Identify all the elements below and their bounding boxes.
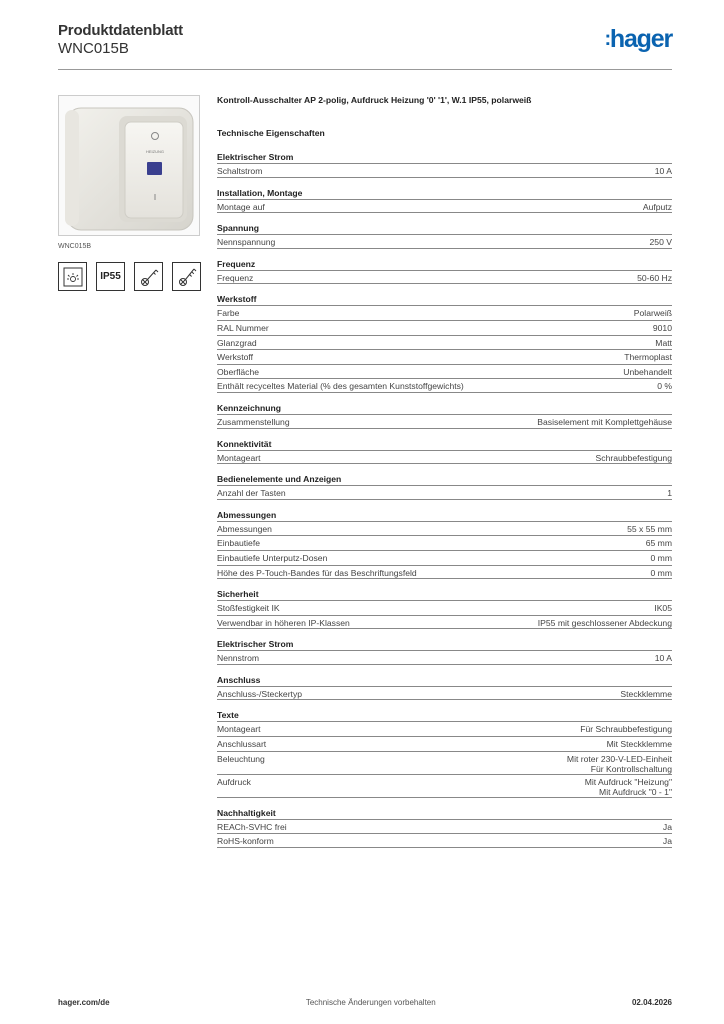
property-row [217, 320, 672, 335]
document-title: Produktdatenblatt [58, 22, 183, 39]
property-label: Höhe des P-Touch-Bandes für das Beschriftungsfeld [217, 567, 417, 578]
property-value: Schraubbefestigung [595, 452, 672, 463]
property-section [217, 675, 672, 701]
image-caption: WNC015B [58, 243, 92, 250]
footer-date: 02.04.2026 [631, 998, 672, 1007]
property-value: 1 [667, 488, 672, 499]
section-heading: Kennzeichnung [217, 402, 281, 413]
property-value: Mit roter 230-V-LED-Einheit Für Kontrollschaltung [566, 753, 672, 774]
property-row [217, 199, 672, 214]
section-heading: Frequenz [217, 258, 256, 269]
property-value: 55 x 55 mm [627, 523, 672, 534]
svg-text:HEIZUNG: HEIZUNG [146, 149, 164, 154]
property-section [217, 589, 672, 629]
property-value: IK05 [654, 603, 672, 614]
property-value: Ja [662, 821, 672, 832]
property-section [217, 294, 672, 393]
property-label: Beleuchtung [217, 753, 265, 764]
property-value: IP55 mit geschlossener Abdeckung [537, 617, 672, 628]
property-value: 250 V [649, 237, 672, 248]
property-section [217, 710, 672, 797]
property-label: Nennstrom [217, 653, 260, 664]
logo-text: hager [609, 25, 672, 53]
property-label: Enthält recyceltes Material (% des gesamten Kunststoffgewichts) [217, 381, 464, 392]
property-row [217, 163, 672, 178]
footer-website-link[interactable]: hager.com/de [58, 998, 110, 1007]
property-value: Mit Aufdruck "Heizung" Mit Aufdruck "0 - 1" [584, 776, 672, 797]
property-label: Abmessungen [217, 523, 272, 534]
section-heading: Sicherheit [217, 589, 259, 600]
product-description: Kontroll-Ausschalter AP 2-polig, Aufdruck Heizung '0' '1', W.1 IP55, polarweiß [217, 95, 532, 105]
property-row [217, 378, 672, 393]
property-label: Montageart [217, 452, 261, 463]
property-section [217, 474, 672, 500]
property-value: 10 A [654, 166, 672, 176]
property-row [217, 833, 672, 848]
property-value: 0 mm [650, 552, 672, 563]
property-row [217, 485, 672, 500]
property-row [217, 535, 672, 550]
property-row [217, 819, 672, 834]
property-label: REACh-SVHC frei [217, 821, 287, 832]
product-details [217, 95, 672, 848]
section-heading: Werkstoff [217, 294, 257, 305]
property-value: 50-60 Hz [637, 272, 672, 283]
property-value: 0 mm [650, 567, 672, 578]
property-value: Aufputz [642, 201, 672, 212]
property-section [217, 403, 672, 429]
property-value: Für Schraubbefestigung [580, 724, 672, 735]
switch-symbol-icon [134, 262, 163, 291]
property-label: RAL Nummer [217, 322, 269, 333]
property-row [217, 335, 672, 350]
property-label: Montageart [217, 724, 261, 735]
section-heading: Installation, Montage [217, 187, 303, 198]
logo-dots-icon: : [604, 28, 610, 50]
property-label: Frequenz [217, 272, 254, 283]
footer-notice: Technische Änderungen vorbehalten [305, 998, 436, 1007]
page-footer [58, 998, 672, 1007]
property-value: Mit Steckklemme [606, 739, 672, 750]
property-label: Schaltstrom [217, 166, 263, 176]
property-label: Oberfläche [217, 366, 260, 377]
property-row [217, 234, 672, 249]
property-row [217, 751, 672, 774]
property-row [217, 774, 672, 798]
section-heading: Bedienelemente und Anzeigen [217, 474, 342, 485]
property-label: Einbautiefe [217, 538, 261, 549]
section-heading: Nachhaltigkeit [217, 807, 276, 818]
property-row [217, 615, 672, 630]
property-value: 0 % [657, 381, 672, 392]
property-label: Nennspannung [217, 237, 276, 248]
property-label: RoHS-konform [217, 836, 274, 847]
property-label: Aufdruck [217, 776, 251, 787]
property-label: Anschlussart [217, 739, 267, 750]
hager-logo [604, 25, 672, 54]
property-row [217, 349, 672, 364]
ip-rating-symbol: IP55 [96, 262, 125, 291]
property-row [217, 736, 672, 751]
section-heading: Elektrischer Strom [217, 152, 294, 162]
section-heading: Anschluss [217, 674, 261, 685]
property-section [217, 639, 672, 665]
property-section [217, 808, 672, 848]
property-value: Ja [662, 836, 672, 847]
property-value: Matt [655, 337, 672, 348]
property-row [217, 721, 672, 736]
property-value: Steckklemme [620, 688, 672, 699]
property-label: Anschluss-/Steckertyp [217, 688, 303, 699]
property-value: Thermoplast [624, 352, 672, 363]
property-row [217, 686, 672, 701]
property-section [217, 439, 672, 465]
property-row [217, 521, 672, 536]
property-label: Glanzgrad [217, 337, 257, 348]
product-image [58, 95, 200, 236]
double-switch-symbol-icon [172, 262, 201, 291]
property-row [217, 364, 672, 379]
property-row [217, 450, 672, 465]
section-heading: Abmessungen [217, 509, 277, 520]
property-section [217, 188, 672, 214]
page-header [58, 22, 672, 68]
property-value: 9010 [652, 322, 672, 333]
property-label: Werkstoff [217, 352, 253, 363]
property-value: Unbehandelt [623, 366, 672, 377]
product-code: WNC015B [58, 40, 129, 57]
property-value: Basiselement mit Komplettgehäuse [537, 416, 672, 427]
property-label: Montage auf [217, 201, 265, 212]
section-heading: Texte [217, 710, 239, 721]
section-heading: Elektrischer Strom [217, 639, 294, 650]
property-value: Polarweiß [633, 308, 672, 319]
property-row [217, 270, 672, 285]
property-section [217, 259, 672, 285]
property-label: Farbe [217, 308, 240, 319]
property-row [217, 305, 672, 320]
section-heading: Konnektivität [217, 438, 272, 449]
property-label: Zusammenstellung [217, 416, 290, 427]
property-row [217, 565, 672, 580]
property-value: 65 mm [645, 538, 672, 549]
property-section [217, 152, 672, 178]
property-label: Einbautiefe Unterputz-Dosen [217, 552, 328, 563]
header-divider [58, 69, 672, 70]
certification-symbols [58, 262, 201, 291]
property-sections [217, 152, 672, 848]
property-row [217, 550, 672, 565]
property-row [217, 414, 672, 429]
property-section [217, 510, 672, 579]
property-label: Verwendbar in höheren IP-Klassen [217, 617, 350, 628]
property-label: Anzahl der Tasten [217, 488, 286, 499]
section-heading: Spannung [217, 223, 260, 234]
property-row [217, 650, 672, 665]
property-value: 10 A [654, 653, 672, 664]
lighting-symbol-icon [58, 262, 87, 291]
property-label: Stoßfestigkeit IK [217, 603, 280, 614]
property-section [217, 223, 672, 249]
technical-properties-heading: Technische Eigenschaften [217, 128, 325, 138]
property-row [217, 600, 672, 615]
